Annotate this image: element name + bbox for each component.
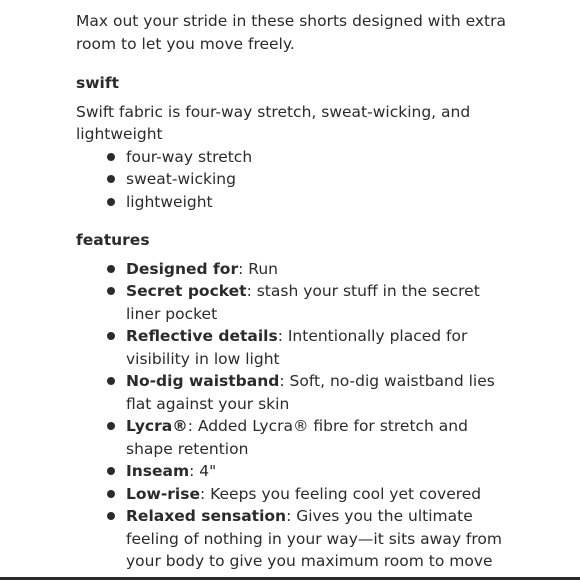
feature-label: Relaxed sensation (126, 507, 287, 525)
product-description (76, 10, 516, 573)
bullet-icon (107, 377, 115, 385)
list-item: four-way stretch (76, 146, 516, 169)
feature-text: : Soft, no-dig waistband lies flat against your skin (126, 372, 495, 413)
bullet-icon (107, 175, 115, 183)
feature-label: Designed for (126, 259, 239, 278)
features-heading: features (76, 231, 150, 249)
feature-label: Low-rise (126, 484, 200, 503)
bullet-icon (107, 153, 115, 161)
feature-text: : Gives you the ultimate feeling of nothing in your way—it sits away from your body to give you maximum room to move (126, 507, 503, 570)
feature-item (76, 325, 516, 370)
feature-item (76, 415, 516, 460)
bullet-icon (107, 198, 115, 206)
feature-label: Lycra® (126, 417, 188, 435)
bullet-icon (107, 265, 115, 273)
feature-text: : Added Lycra® fibre for stretch and shape retention (126, 417, 468, 458)
feature-text: : stash your stuff in the secret liner pocket (126, 282, 480, 323)
bullet-icon (107, 512, 115, 520)
feature-item (76, 280, 516, 325)
bullet-icon (107, 332, 115, 340)
feature-text: : Run (238, 259, 278, 278)
feature-item (76, 460, 516, 483)
feature-item (76, 505, 516, 573)
list-item: sweat-wicking (76, 168, 516, 191)
feature-text: : 4" (189, 462, 217, 480)
feature-item (76, 258, 516, 281)
bullet-icon (107, 287, 115, 295)
feature-item (76, 370, 516, 415)
feature-label: Inseam (126, 462, 190, 480)
swift-heading: swift (76, 74, 120, 92)
swift-list (76, 146, 516, 214)
features-list (76, 258, 516, 573)
feature-item (76, 483, 516, 506)
bullet-icon (107, 467, 115, 475)
feature-text: : Intentionally placed for visibility in low light (126, 327, 468, 368)
feature-label: No-dig waistband (126, 372, 280, 390)
bullet-icon (107, 490, 115, 498)
feature-label: Secret pocket (126, 282, 247, 300)
list-item: lightweight (76, 191, 516, 214)
intro-text: Max out your stride in these shorts designed with extra room to let you move freely. (76, 12, 506, 53)
bullet-icon (107, 422, 115, 430)
swift-description: Swift fabric is four-way stretch, sweat-wicking, and lightweight (76, 102, 471, 143)
feature-label: Reflective details (126, 327, 278, 345)
feature-text: : Keeps you feeling cool yet covered (199, 484, 482, 503)
